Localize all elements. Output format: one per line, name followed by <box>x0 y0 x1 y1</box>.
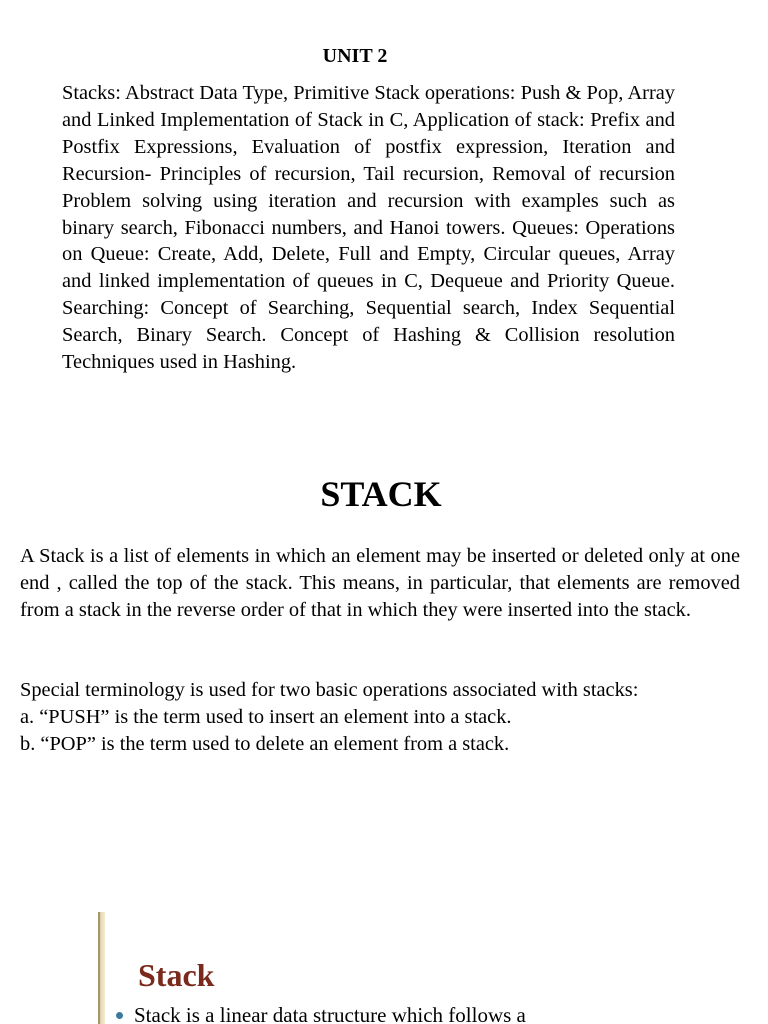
slide-accent-bar-edge <box>98 912 100 1024</box>
terminology-intro: Special terminology is used for two basic operations associated with stacks: <box>20 679 639 701</box>
terminology-block <box>20 677 750 758</box>
stack-definition-paragraph: A Stack is a list of elements in which an element may be inserted or deleted only at one end , called the top of the stack. This means, in particular, that elements are removed from a stack in the reverse order of that in which they were inserted into the stack. <box>20 545 740 621</box>
slide-title: Stack <box>138 957 215 993</box>
slide-bullet-item <box>116 1002 526 1024</box>
slide-bullet-text: Stack is a linear data structure which follows a <box>134 1003 526 1024</box>
unit-title: UNIT 2 <box>322 45 388 67</box>
terminology-item-push: a. “PUSH” is the term used to insert an element into a stack. <box>20 706 512 728</box>
embedded-slide <box>98 912 768 1024</box>
stack-heading: STACK <box>320 474 442 514</box>
terminology-item-pop: b. “POP” is the term used to delete an element from a stack. <box>20 733 510 755</box>
syllabus-paragraph: Stacks: Abstract Data Type, Primitive Stack operations: Push & Pop, Array and Linked Implementation of Stack in C, Application of stack: Prefix and Postfix Expressions, Evaluation of postfix expression, Iteration and Recursion- Principles of recursion, Tail recursion, Removal of recursion Problem solving using iteration and recursion with examples such as binary search, Fibonacci numbers, and Hanoi towers. Queues: Operations on Queue: Create, Add, Delete, Full and Empty, Circular queues, Array and linked implementation of queues in C, Dequeue and Priority Queue. Searching: Concept of Searching, Sequential search, Index Sequential Search, Binary Search. Concept of Hashing & Collision resolution Techniques used in Hashing. <box>62 82 675 374</box>
bullet-dot-icon <box>116 1012 123 1019</box>
